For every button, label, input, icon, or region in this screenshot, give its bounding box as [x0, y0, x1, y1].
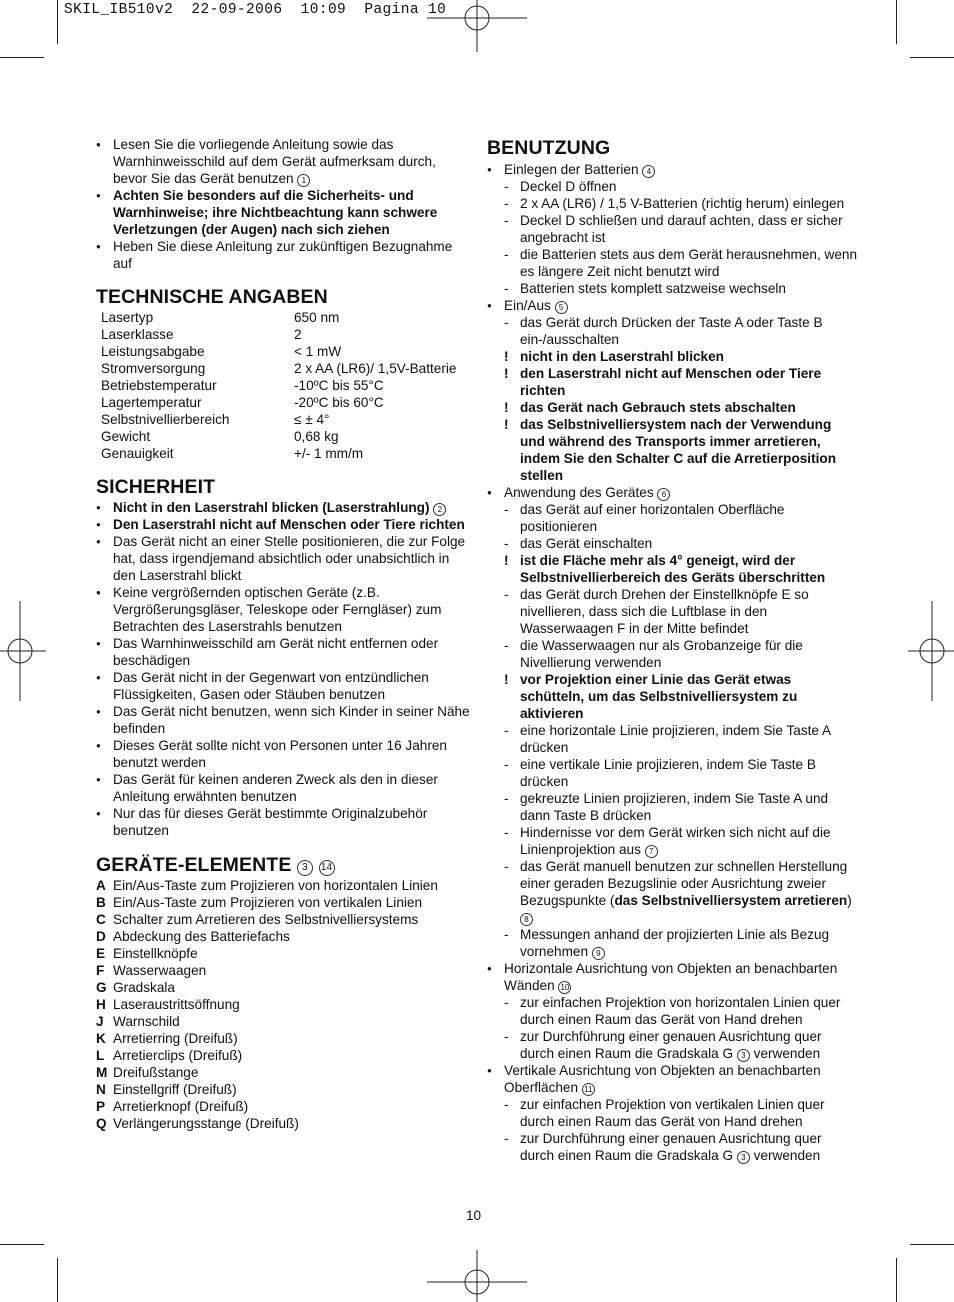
spec-label: Stromversorgung [101, 361, 206, 376]
registration-mark-bottom [427, 1250, 527, 1302]
usage-step [487, 246, 859, 280]
spec-value: < 1 mW [294, 344, 342, 359]
safety-text: Das Gerät für keinen anderen Zweck als den in dieser Anleitung erwähnten benutzen [113, 772, 438, 804]
part-text: Ein/Aus-Taste zum Projizieren von vertikalen Linien [113, 895, 423, 910]
safety-text: Nur das für dieses Gerät bestimmte Originalzubehör benutzen [113, 806, 428, 838]
spec-value: 2 x AA (LR6)/ 1,5V-Batterie [294, 361, 457, 376]
parts-list [96, 877, 472, 1132]
usage-text: das Selbstnivelliersystem nach der Verwendung und während des Transports immer arretieren, indem Sie den Schalter C auf die Arretierposition stellen [520, 417, 836, 483]
safety-item [96, 499, 472, 516]
part-text: Schalter zum Arretieren des Selbstnivelliersystems [113, 912, 419, 927]
registration-mark-top [427, 0, 527, 52]
safety-item [96, 635, 472, 669]
usage-step [487, 586, 859, 637]
benutzung-heading: BENUTZUNG [487, 137, 611, 159]
usage-text: 2 x AA (LR6) / 1,5 V-Batterien (richtig herum) einlegen [520, 196, 845, 211]
usage-step [487, 926, 859, 960]
safety-text: Dieses Gerät sollte nicht von Personen unter 16 Jahren benutzt werden [113, 738, 447, 770]
usage-text: Ein/Aus [504, 298, 551, 313]
spec-label: Genauigkeit [101, 446, 174, 461]
usage-text: zur einfachen Projektion von horizontalen Linien quer durch einen Raum das Gerät von Hand drehen [520, 995, 841, 1027]
usage-bullet [487, 960, 859, 994]
spec-value: -20ºC bis 60°C [294, 395, 384, 410]
usage-list [487, 161, 859, 1164]
ref-number: 1 [297, 174, 310, 187]
safety-item [96, 584, 472, 635]
intro-item [96, 238, 472, 272]
part-item [96, 1115, 472, 1132]
usage-text: zur Durchführung einer genauen Ausrichtung quer durch einen Raum die Gradskala G [520, 1029, 822, 1061]
usage-text: Batterien stets komplett satzweise wechseln [520, 281, 786, 296]
safety-item [96, 533, 472, 584]
safety-item [96, 771, 472, 805]
safety-item [96, 805, 472, 839]
part-text: Warnschild [113, 1014, 180, 1029]
right-column [487, 136, 859, 1164]
ref-number: 10 [558, 981, 571, 994]
usage-step [487, 1028, 859, 1062]
usage-text: zur Durchführung einer genauen Ausrichtung quer durch einen Raum die Gradskala G [520, 1131, 822, 1163]
registration-mark-right [908, 601, 954, 701]
part-letter: Q [96, 1116, 107, 1131]
spec-row [101, 411, 456, 428]
part-letter: F [96, 963, 105, 978]
spec-row [101, 428, 456, 445]
part-text: Laseraustrittsöffnung [113, 997, 240, 1012]
usage-text: Deckel D schließen und darauf achten, dass er sicher angebracht ist [520, 213, 843, 245]
spec-row [101, 377, 456, 394]
part-text: Arretierring (Dreifuß) [113, 1031, 238, 1046]
part-letter: N [96, 1082, 106, 1097]
usage-text: Horizontale Ausrichtung von Objekten an benachbarten Wänden [504, 961, 838, 993]
usage-step [487, 501, 859, 535]
part-letter: E [96, 946, 106, 961]
ref-number: 14 [319, 860, 335, 876]
safety-item [96, 737, 472, 771]
part-letter: J [96, 1014, 104, 1029]
part-letter: C [96, 912, 106, 927]
part-item [96, 962, 472, 979]
usage-step [487, 1096, 859, 1130]
ref-number: 4 [642, 165, 655, 178]
usage-bullet [487, 297, 859, 314]
usage-text: Anwendung des Gerätes [504, 485, 654, 500]
safety-text: Das Warnhinweisschild am Gerät nicht entfernen oder beschädigen [113, 636, 439, 668]
usage-text: verwenden [753, 1046, 821, 1061]
part-letter: M [96, 1065, 108, 1080]
spec-label: Laserklasse [101, 327, 174, 342]
spec-row [101, 343, 456, 360]
page-number: 10 [466, 1208, 482, 1223]
usage-text: verwenden [753, 1148, 821, 1163]
part-letter: L [96, 1048, 105, 1063]
ref-number: 11 [582, 1083, 595, 1096]
ref-number: 2 [433, 503, 446, 516]
part-letter: A [96, 878, 106, 893]
ref-number: 9 [592, 947, 605, 960]
usage-text: eine vertikale Linie projizieren, indem Sie Taste B drücken [520, 757, 816, 789]
usage-text: nicht in den Laserstrahl blicken [520, 349, 724, 364]
part-item [96, 1013, 472, 1030]
part-text: Arretierclips (Dreifuß) [113, 1048, 243, 1063]
spec-label: Lagertemperatur [101, 395, 202, 410]
part-letter: P [96, 1099, 106, 1114]
technische-angaben-heading: TECHNISCHE ANGABEN [96, 286, 328, 308]
usage-bullet [487, 484, 859, 501]
usage-warning [487, 416, 859, 484]
part-item [96, 1047, 472, 1064]
safety-item [96, 703, 472, 737]
usage-text: Messungen anhand der projizierten Linie als Bezug vornehmen [520, 927, 830, 959]
usage-step [487, 637, 859, 671]
usage-text: gekreuzte Linien projizieren, indem Sie Taste A und dann Taste B drücken [520, 791, 829, 823]
part-item [96, 945, 472, 962]
usage-warning [487, 399, 859, 416]
part-letter: K [96, 1031, 106, 1046]
part-item [96, 894, 472, 911]
usage-text: die Batterien stets aus dem Gerät herausnehmen, wenn es längere Zeit nicht benutzt wird [520, 247, 858, 279]
usage-step [487, 280, 859, 297]
usage-text: das Gerät auf einer horizontalen Oberfläche positionieren [520, 502, 785, 534]
part-text: Verlängerungsstange (Dreifuß) [113, 1116, 299, 1131]
usage-step [487, 790, 859, 824]
usage-warning [487, 348, 859, 365]
intro-text: Lesen Sie die vorliegende Anleitung sowie das Warnhinweisschild auf dem Gerät aufmerksam durch, bevor Sie das Gerät benutzen [113, 137, 436, 186]
ref-number: 3 [737, 1151, 750, 1164]
usage-text: eine horizontale Linie projizieren, indem Sie Taste A drücken [520, 723, 831, 755]
geraete-elemente-heading [96, 853, 472, 877]
usage-text: zur einfachen Projektion von vertikalen Linien quer durch einen Raum das Gerät von Hand drehen [520, 1097, 825, 1129]
usage-step [487, 1130, 859, 1164]
intro-item [96, 136, 472, 187]
part-item [96, 877, 472, 894]
spec-row [101, 309, 456, 326]
intro-text: Achten Sie besonders auf die Sicherheits- und Warnhinweise; ihre Nichtbeachtung kann schwere Verletzungen (der Augen) nach sich ziehen [113, 188, 438, 237]
usage-text: das Gerät manuell benutzen zur schnellen Herstellung einer geraden Bezugslinie oder Ausrichtung zweier Bezugspunkte ( [520, 859, 848, 908]
part-item [96, 996, 472, 1013]
usage-step [487, 212, 859, 246]
part-text: Einstellgriff (Dreifuß) [113, 1082, 237, 1097]
part-item [96, 1081, 472, 1098]
usage-text: ) [847, 893, 852, 908]
usage-text: ist die Fläche mehr als 4° geneigt, wird der Selbstnivellierbereich des Geräts überschritten [520, 553, 826, 585]
part-text: Ein/Aus-Taste zum Projizieren von horizontalen Linien [113, 878, 438, 893]
usage-step [487, 178, 859, 195]
part-text: Wasserwaagen [113, 963, 207, 978]
usage-warning [487, 552, 859, 586]
part-item [96, 928, 472, 945]
usage-warning [487, 365, 859, 399]
part-text: Dreifußstange [113, 1065, 199, 1080]
print-slug: SKIL_IB510v2 22-09-2006 10:09 Pagina 10 [64, 2, 447, 18]
part-item [96, 1064, 472, 1081]
usage-step [487, 722, 859, 756]
ref-number: 7 [645, 845, 658, 858]
spec-value: -10ºC bis 55°C [294, 378, 384, 393]
usage-step [487, 858, 859, 926]
ref-number: 3 [737, 1049, 750, 1062]
spec-value: +/- 1 mm/m [294, 446, 364, 461]
usage-step [487, 756, 859, 790]
safety-text: Das Gerät nicht benutzen, wenn sich Kinder in seiner Nähe befinden [113, 704, 470, 736]
usage-text: das Gerät durch Drücken der Taste A oder Taste B ein-/ausschalten [520, 315, 823, 347]
spec-value: ≤ ± 4° [294, 412, 330, 427]
ref-number: 5 [555, 301, 568, 314]
usage-step [487, 535, 859, 552]
sicherheit-heading: SICHERHEIT [96, 476, 216, 498]
usage-bullet [487, 161, 859, 178]
geraete-elemente-title: GERÄTE-ELEMENTE [96, 854, 292, 876]
part-item [96, 1030, 472, 1047]
part-item [96, 911, 472, 928]
safety-text: Das Gerät nicht an einer Stelle positionieren, die zur Folge hat, dass irgendjemand absichtlich oder unabsichtlich in den Laserstrahl blickt [113, 534, 466, 583]
part-letter: G [96, 980, 107, 995]
part-text: Gradskala [113, 980, 175, 995]
intro-list [96, 136, 472, 272]
usage-text: Deckel D öffnen [520, 179, 617, 194]
intro-text: Heben Sie diese Anleitung zur zukünftigen Bezugnahme auf [113, 239, 453, 271]
spec-label: Leistungsabgabe [101, 344, 205, 359]
usage-text: Einlegen der Batterien [504, 162, 639, 177]
usage-text: das Gerät durch Drehen der Einstellknöpfe E so nivellieren, dass sich die Luftblase in den Wasserwaagen F in der Mitte befindet [520, 587, 809, 636]
usage-text: die Wasserwaagen nur als Grobanzeige für die Nivellierung verwenden [520, 638, 803, 670]
spec-row [101, 445, 456, 462]
spec-row [101, 326, 456, 343]
spec-label: Gewicht [101, 429, 151, 444]
usage-text: das Gerät nach Gebrauch stets abschalten [520, 400, 796, 415]
usage-text: Hindernisse vor dem Gerät wirken sich nicht auf die Linienprojektion aus [520, 825, 831, 857]
usage-bold-text: das Selbstnivelliersystem arretieren [614, 893, 848, 908]
part-text: Abdeckung des Batteriefachs [113, 929, 290, 944]
safety-text: Keine vergrößernden optischen Geräte (z.B. Vergrößerungsgläser, Teleskope oder Ferngläser) zum Betrachten des Laserstrahls benutzen [113, 585, 442, 634]
spec-label: Selbstnivellierbereich [101, 412, 230, 427]
spec-value: 650 nm [294, 310, 340, 325]
spec-row [101, 360, 456, 377]
usage-text: Vertikale Ausrichtung von Objekten an benachbarten Oberflächen [504, 1063, 821, 1095]
safety-text: Nicht in den Laserstrahl blicken (Laserstrahlung) [113, 500, 430, 515]
usage-warning [487, 671, 859, 722]
safety-item [96, 516, 472, 533]
part-letter: D [96, 929, 106, 944]
spec-label: Lasertyp [101, 310, 154, 325]
intro-item [96, 187, 472, 238]
part-text: Arretierknopf (Dreifuß) [113, 1099, 249, 1114]
registration-mark-left [0, 601, 46, 701]
usage-text: das Gerät einschalten [520, 536, 653, 551]
ref-number: 6 [657, 488, 670, 501]
spec-value: 0,68 kg [294, 429, 339, 444]
spec-table [101, 309, 456, 462]
part-letter: H [96, 997, 106, 1012]
ref-number: 8 [520, 913, 533, 926]
part-text: Einstellknöpfe [113, 946, 198, 961]
safety-list [96, 499, 472, 839]
part-item [96, 1098, 472, 1115]
usage-step [487, 994, 859, 1028]
safety-item [96, 669, 472, 703]
usage-bullet [487, 1062, 859, 1096]
safety-text: Den Laserstrahl nicht auf Menschen oder Tiere richten [113, 517, 465, 532]
spec-row [101, 394, 456, 411]
part-item [96, 979, 472, 996]
usage-step [487, 195, 859, 212]
usage-text: vor Projektion einer Linie das Gerät etwas schütteln, um das Selbstnivelliersystem zu aktivieren [520, 672, 798, 721]
usage-text: den Laserstrahl nicht auf Menschen oder Tiere richten [520, 366, 822, 398]
spec-label: Betriebstemperatur [101, 378, 217, 393]
ref-number: 3 [297, 860, 313, 876]
usage-step [487, 314, 859, 348]
spec-value: 2 [294, 327, 302, 342]
usage-step [487, 824, 859, 858]
safety-text: Das Gerät nicht in der Gegenwart von entzündlichen Flüssigkeiten, Gasen oder Stäuben benutzen [113, 670, 429, 702]
part-letter: B [96, 895, 106, 910]
left-column [96, 136, 472, 1132]
